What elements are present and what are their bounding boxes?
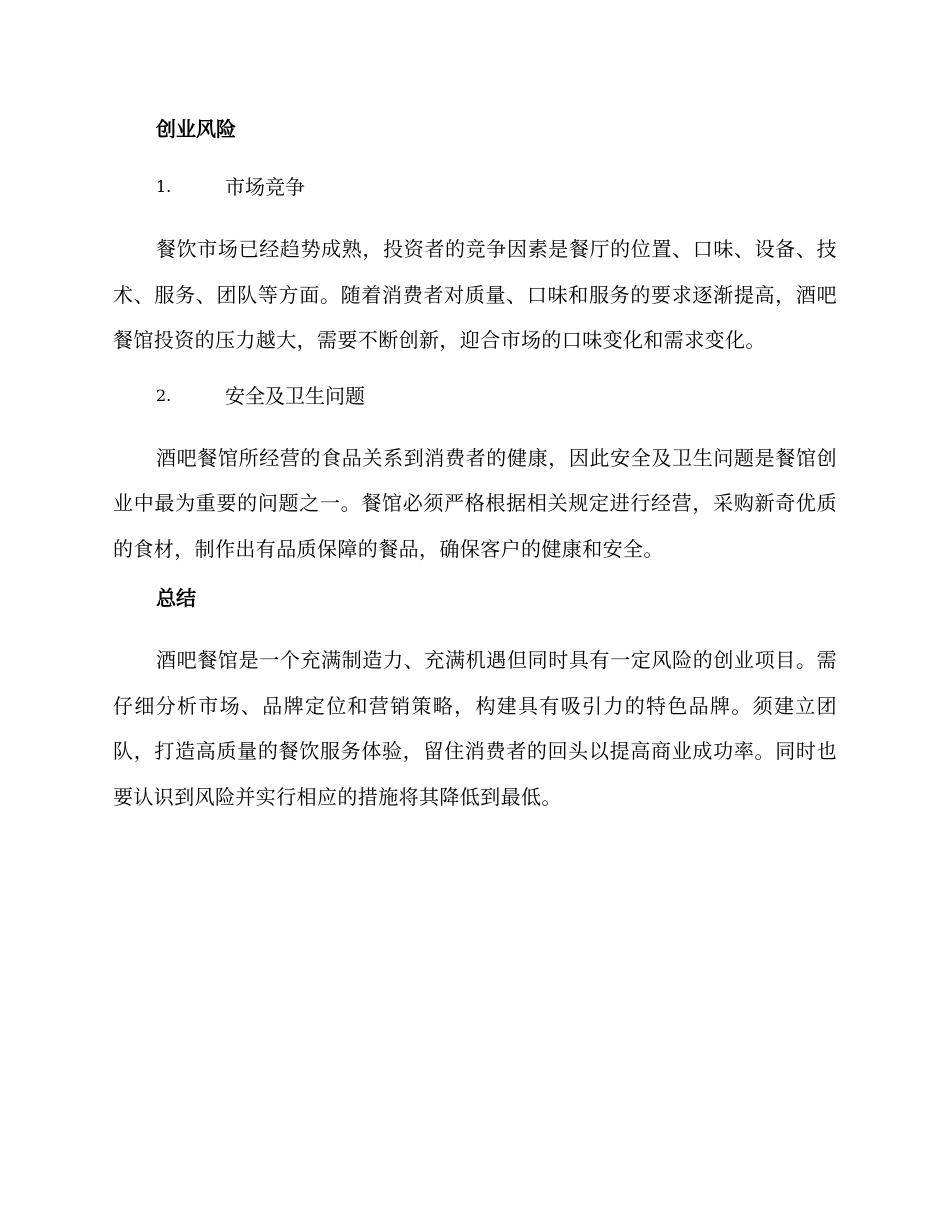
section-heading-risks: 创业风险 (156, 117, 236, 141)
paragraph-market-competition: 餐饮市场已经趋势成熟，投资者的竞争因素是餐厅的位置、口味、设备、技术、服务、团队等方面。随着消费者对质量、口味和服务的要求逐渐提高，酒吧餐馆投资的压力越大，需要不断创新，迎合市场的口味变化和需求变化。 (113, 237, 837, 352)
list-number: 1. (156, 177, 172, 196)
paragraph-summary: 酒吧餐馆是一个充满制造力、充满机遇但同时具有一定风险的创业项目。需仔细分析市场、品牌定位和营销策略，构建具有吸引力的特色品牌。须建立团队，打造高质量的餐饮服务体验，留住消费者的回头以提高商业成功率。同时也要认识到风险并实行相应的措施将其降低到最低。 (113, 648, 837, 809)
document-content (113, 111, 837, 826)
list-item-safety-hygiene (156, 378, 837, 414)
list-number: 2. (156, 385, 172, 405)
list-item-market-competition (156, 169, 837, 205)
list-item-title: 市场竞争 (225, 175, 305, 199)
list-item-title: 安全及卫生问题 (225, 383, 365, 408)
section-heading-summary: 总结 (156, 586, 196, 610)
paragraph-safety-hygiene: 酒吧餐馆所经营的食品关系到消费者的健康，因此安全及卫生问题是餐馆创业中最为重要的问题之一。餐馆必须严格根据相关规定进行经营，采购新奇优质的食材，制作出有品质保障的餐品，确保客户的健康和安全。 (113, 445, 837, 561)
